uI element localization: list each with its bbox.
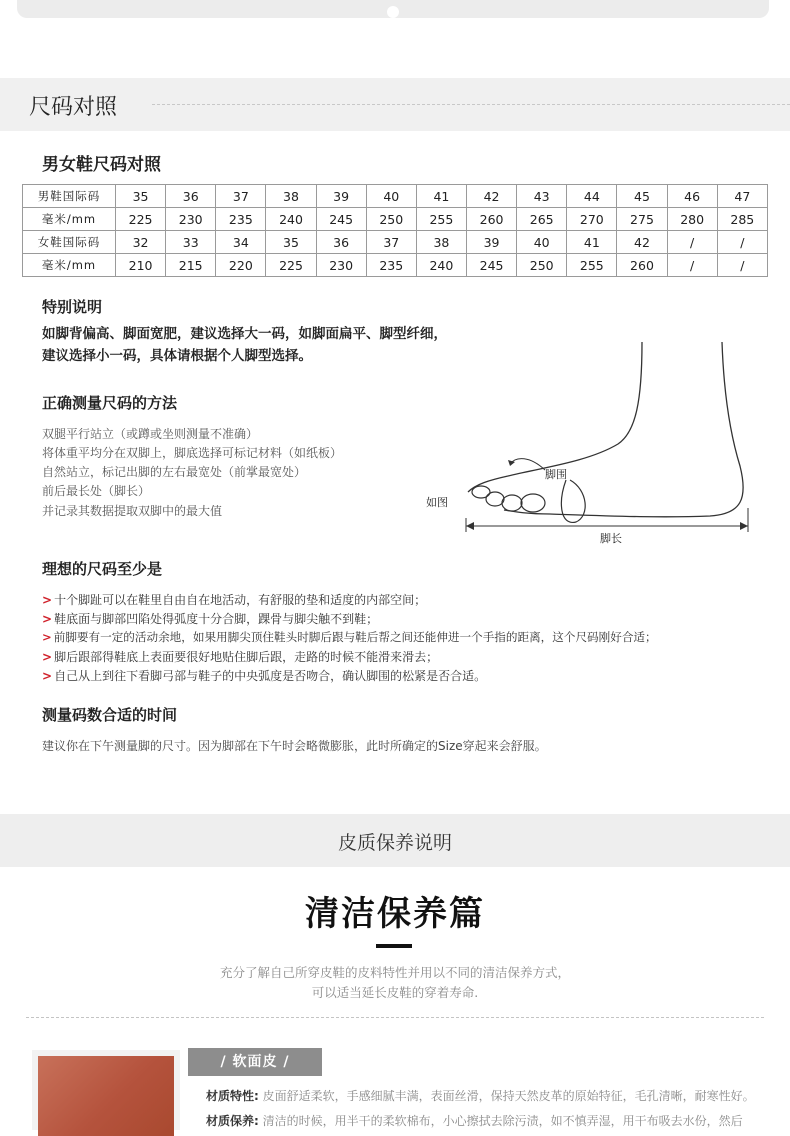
bullet-arrow-icon: > bbox=[42, 612, 53, 626]
dashed-divider bbox=[26, 1017, 764, 1018]
ideal-item bbox=[42, 629, 657, 645]
size-cell: 36 bbox=[316, 231, 366, 254]
section-title: 皮质保养说明 bbox=[337, 832, 452, 854]
size-cell: 47 bbox=[717, 185, 767, 208]
material-care bbox=[206, 1112, 743, 1129]
size-cell: 230 bbox=[316, 254, 366, 277]
toe bbox=[502, 495, 522, 511]
bullet-arrow-icon: > bbox=[42, 593, 53, 607]
size-cell: 240 bbox=[266, 208, 316, 231]
section-header-size bbox=[0, 78, 790, 131]
ideal-item-text: 脚后跟部得鞋底上表面要很好地贴住脚后跟，走路的时候不能滑来滑去； bbox=[54, 650, 439, 664]
size-cell: 36 bbox=[166, 185, 216, 208]
measure-line: 并记录其数据提取双脚中的最大值 bbox=[42, 504, 223, 518]
figure-label: 如图 bbox=[426, 496, 448, 509]
girth-arrow bbox=[510, 459, 545, 470]
toe bbox=[521, 494, 545, 512]
size-cell: 215 bbox=[166, 254, 216, 277]
size-cell: 250 bbox=[366, 208, 416, 231]
size-cell: 245 bbox=[316, 208, 366, 231]
ideal-item-text: 十个脚趾可以在鞋里自由自在地活动，有舒服的垫和适度的内部空间； bbox=[54, 593, 427, 607]
care-text: 清洁的时候，用半干的柔软棉布，小心擦拭去除污渍，如不慎弄湿，用干布吸去水份，然后 bbox=[262, 1114, 743, 1128]
ideal-item-text: 鞋底面与脚部凹陷处得弧度十分合脚，踝骨与脚尖触不到鞋； bbox=[54, 612, 379, 626]
property-label: 材质特性: bbox=[206, 1089, 259, 1103]
size-cell: 225 bbox=[266, 254, 316, 277]
ideal-item bbox=[42, 591, 426, 608]
panel-notch bbox=[387, 6, 399, 18]
dashed-divider bbox=[152, 104, 790, 105]
measure-line: 双腿平行站立（或蹲或坐则测量不准确） bbox=[42, 427, 259, 441]
toe bbox=[486, 492, 504, 506]
size-row-label: 毫米/mm bbox=[23, 254, 116, 277]
measure-line: 自然站立，标记出脚的左右最宽处（前掌最宽处） bbox=[42, 465, 307, 479]
size-cell: / bbox=[667, 254, 717, 277]
section-title: 尺码对照 bbox=[29, 95, 118, 120]
size-cell: 240 bbox=[416, 254, 466, 277]
size-cell: 265 bbox=[517, 208, 567, 231]
size-cell: 35 bbox=[116, 185, 166, 208]
size-cell: 210 bbox=[116, 254, 166, 277]
size-row bbox=[23, 208, 768, 231]
care-desc-line-1: 充分了解自己所穿皮鞋的皮料特性并用以不同的清洁保养方式， bbox=[219, 965, 570, 980]
size-cell: 270 bbox=[567, 208, 617, 231]
size-cell: 40 bbox=[517, 231, 567, 254]
ideal-item bbox=[42, 648, 438, 665]
size-cell: / bbox=[717, 231, 767, 254]
size-cell: 235 bbox=[216, 208, 266, 231]
ideal-item bbox=[42, 610, 378, 627]
size-cell: 285 bbox=[717, 208, 767, 231]
size-cell: 275 bbox=[617, 208, 667, 231]
size-cell: 34 bbox=[216, 231, 266, 254]
size-row bbox=[23, 254, 768, 277]
size-cell: 225 bbox=[116, 208, 166, 231]
size-cell: 46 bbox=[667, 185, 717, 208]
size-cell: 37 bbox=[216, 185, 266, 208]
size-cell: 220 bbox=[216, 254, 266, 277]
bullet-arrow-icon: > bbox=[42, 669, 53, 683]
length-arrow-left bbox=[466, 522, 474, 530]
size-cell: 255 bbox=[416, 208, 466, 231]
size-row bbox=[23, 231, 768, 254]
size-row bbox=[23, 185, 768, 208]
section-header-leather bbox=[0, 814, 790, 867]
size-chart-table bbox=[22, 184, 768, 277]
measure-line: 将体重平均分在双脚上，脚底选择可标记材料（如纸板） bbox=[42, 446, 343, 460]
leather-swatch-image bbox=[32, 1050, 180, 1130]
ideal-item bbox=[42, 667, 486, 684]
property-text: 皮面舒适柔软，手感细腻丰满，表面丝滑，保持天然皮革的原始特征，毛孔清晰，耐寒性好。 bbox=[262, 1089, 755, 1103]
size-cell: 280 bbox=[667, 208, 717, 231]
special-line-1: 如脚背偏高、脚面宽肥，建议选择大一码，如脚面扁平、脚型纤细， bbox=[42, 326, 447, 342]
size-cell: 255 bbox=[567, 254, 617, 277]
size-cell: 44 bbox=[567, 185, 617, 208]
size-row-label: 男鞋国际码 bbox=[23, 185, 116, 208]
care-label: 材质保养: bbox=[206, 1114, 259, 1128]
time-title: 测量码数合适的时间 bbox=[42, 706, 178, 724]
size-row-label: 毫米/mm bbox=[23, 208, 116, 231]
bullet-arrow-icon: > bbox=[42, 650, 53, 664]
special-line-2: 建议选择小一码，具体请根据个人脚型选择。 bbox=[42, 348, 312, 364]
size-cell: 43 bbox=[517, 185, 567, 208]
care-desc-line-2: 可以适当延长皮鞋的穿着寿命. bbox=[311, 985, 479, 1000]
top-panel-edge bbox=[17, 0, 769, 18]
girth-label: 脚围 bbox=[545, 468, 567, 481]
size-cell: 42 bbox=[466, 185, 516, 208]
size-cell: 41 bbox=[567, 231, 617, 254]
size-cell: 39 bbox=[316, 185, 366, 208]
size-cell: 33 bbox=[166, 231, 216, 254]
leather-type-tag: / 软面皮 / bbox=[188, 1048, 322, 1076]
size-chart-title: 男女鞋尺码对照 bbox=[42, 155, 161, 175]
size-cell: 260 bbox=[466, 208, 516, 231]
size-cell: 35 bbox=[266, 231, 316, 254]
bullet-arrow-icon: > bbox=[42, 630, 52, 644]
leather-swatch bbox=[38, 1056, 174, 1136]
size-row-label: 女鞋国际码 bbox=[23, 231, 116, 254]
size-cell: 40 bbox=[366, 185, 416, 208]
size-cell: 250 bbox=[517, 254, 567, 277]
size-cell: 230 bbox=[166, 208, 216, 231]
length-arrow-right bbox=[740, 522, 748, 530]
foot-outline bbox=[468, 342, 743, 517]
measure-line: 前后最长处（脚长） bbox=[42, 484, 151, 498]
size-cell: 235 bbox=[366, 254, 416, 277]
material-property bbox=[206, 1087, 755, 1104]
size-cell: 32 bbox=[116, 231, 166, 254]
size-cell: 41 bbox=[416, 185, 466, 208]
size-cell: 37 bbox=[366, 231, 416, 254]
ideal-title: 理想的尺码至少是 bbox=[42, 560, 163, 578]
special-title: 特别说明 bbox=[42, 298, 103, 316]
length-label: 脚长 bbox=[600, 532, 622, 545]
care-title: 清洁保养篇 bbox=[305, 894, 485, 934]
foot-measurement-diagram bbox=[420, 340, 760, 550]
girth-loop bbox=[561, 480, 585, 522]
size-cell: 38 bbox=[416, 231, 466, 254]
size-cell: 38 bbox=[266, 185, 316, 208]
size-cell: / bbox=[667, 231, 717, 254]
size-cell: 39 bbox=[466, 231, 516, 254]
size-cell: 45 bbox=[617, 185, 667, 208]
ideal-item-text: 前脚要有一定的活动余地，如果用脚尖顶住鞋头时脚后跟与鞋后帮之间还能伸进一个手指的距离，这个尺码刚好合适； bbox=[53, 630, 657, 644]
size-cell: / bbox=[717, 254, 767, 277]
title-underline bbox=[376, 944, 412, 948]
measure-title: 正确测量尺码的方法 bbox=[42, 394, 178, 412]
ideal-item-text: 自己从上到往下看脚弓部与鞋子的中央弧度是否吻合，确认脚围的松紧是否合适。 bbox=[54, 669, 487, 683]
time-text: 建议你在下午测量脚的尺寸。因为脚部在下午时会略微膨胀，此时所确定的Size穿起来会舒服。 bbox=[42, 739, 547, 753]
size-cell: 260 bbox=[617, 254, 667, 277]
size-cell: 245 bbox=[466, 254, 516, 277]
size-cell: 42 bbox=[617, 231, 667, 254]
